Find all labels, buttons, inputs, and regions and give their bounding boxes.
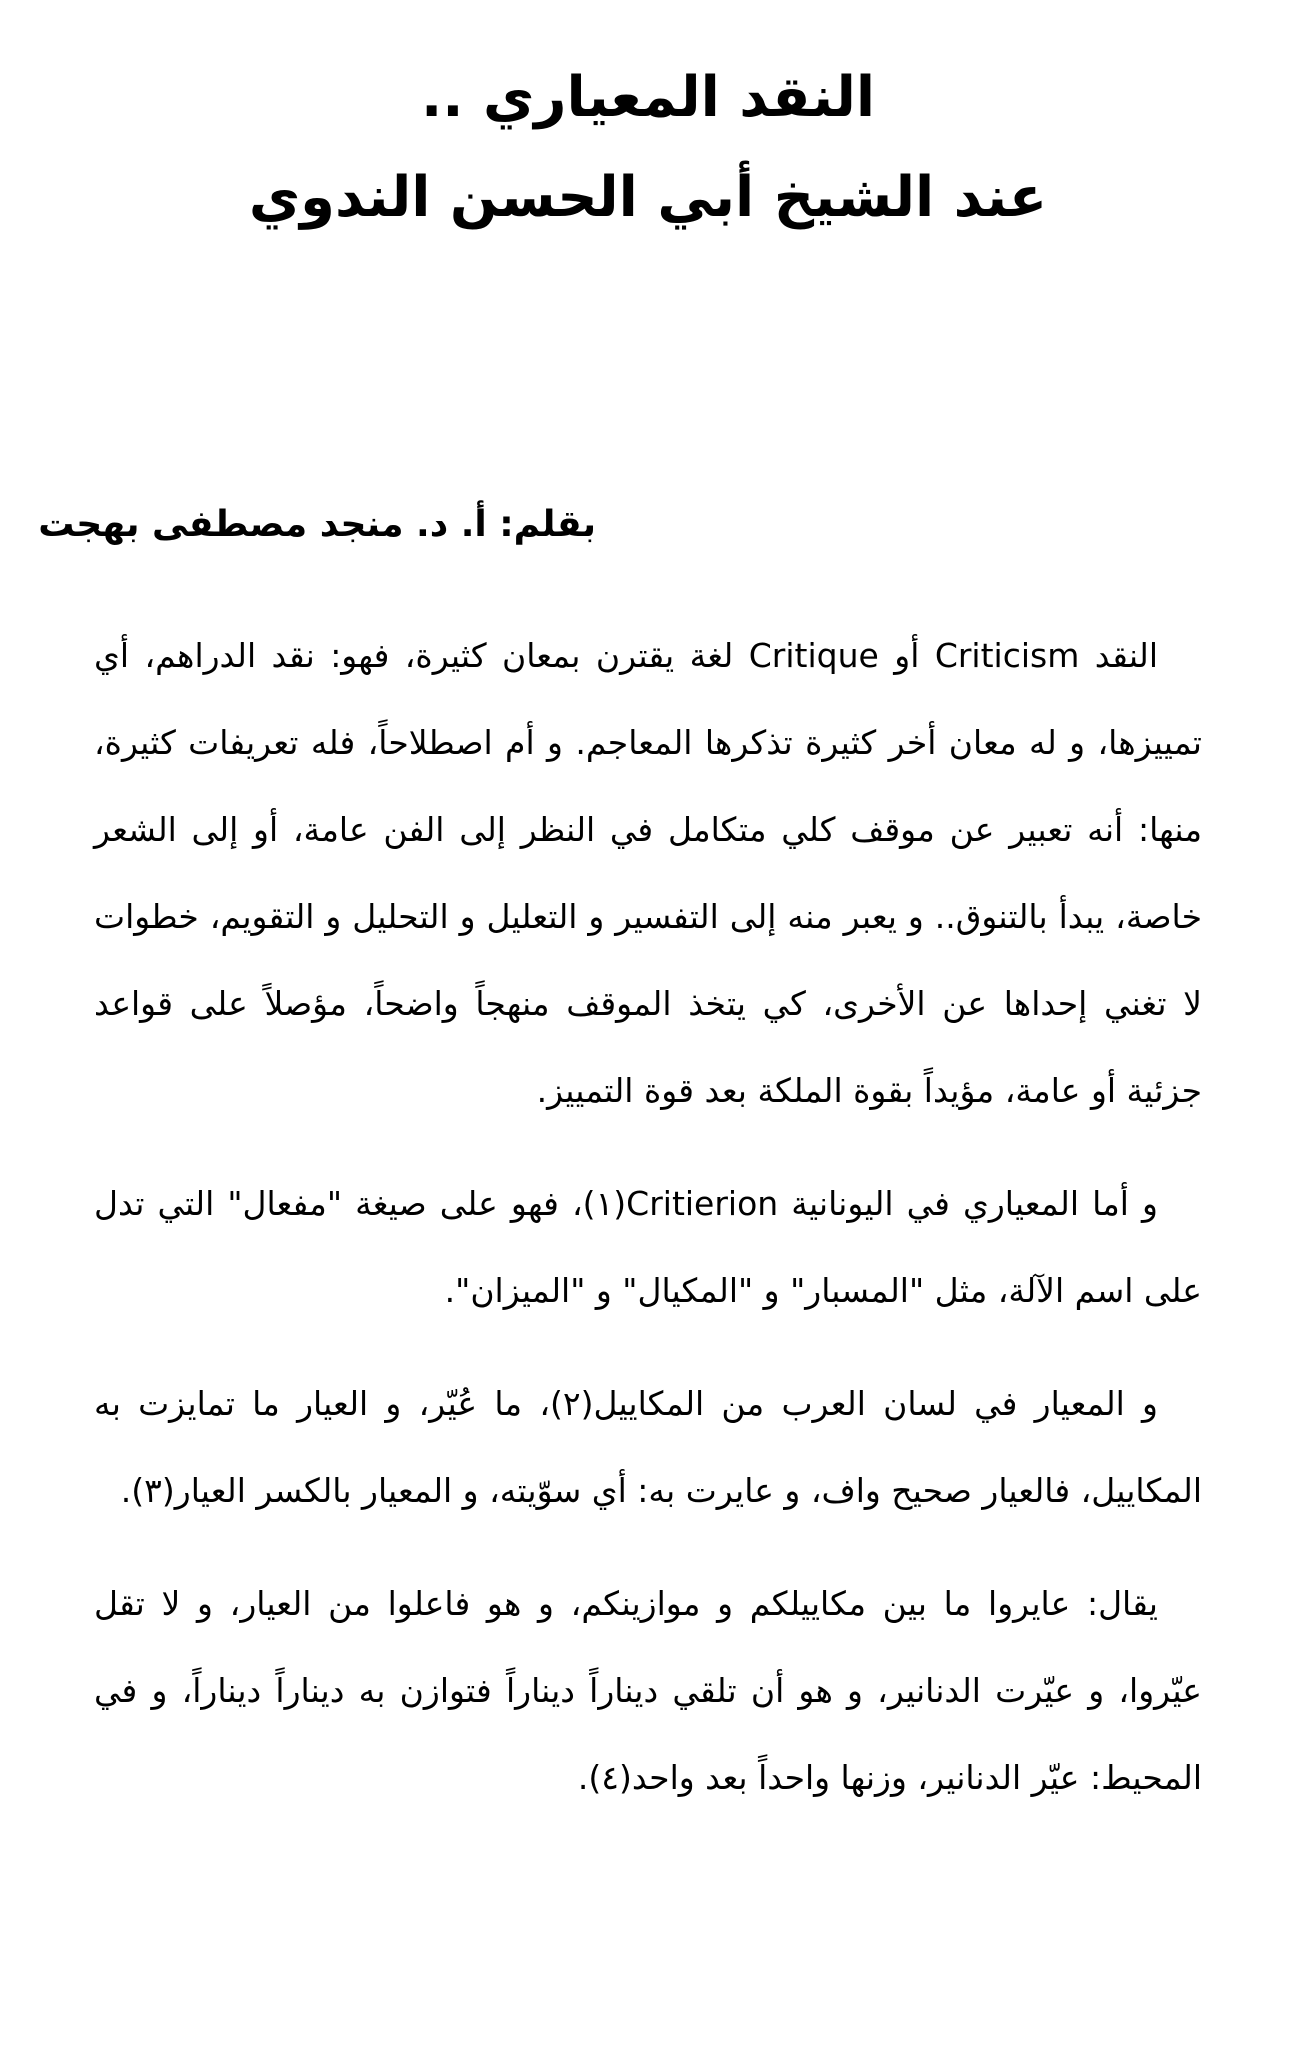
title-line-1: النقد المعياري .. xyxy=(420,65,876,130)
paragraph-criticism-definition: النقد Criticism أو Critique لغة يقترن بمعان كثيرة، فهو: نقد الدراهم، أي تمييزها، و له معان أخر كثيرة تذكرها المعاجم. و أم اصطلاحاً، فله تعريفات كثيرة، منها: أنه تعبير عن موقف كلي متكامل في النظر إلى الفن عامة، أو إلى الشعر خاصة، يبدأ بالتنوق.. و يعبر منه إلى التفسير و التعليل و التحليل و التقويم، خطوات لا تغني إحداها عن الأخرى، كي يتخذ الموقف منهجاً واضحاً، مؤصلاً على قواعد جزئية أو عامة، مؤيداً بقوة الملكة بعد قوة التمييز. xyxy=(94,636,1202,1110)
page-title xyxy=(0,65,1296,230)
title-line-2: عند الشيخ أبي الحسن الندوي xyxy=(248,165,1048,230)
paragraph-usage: يقال: عايروا ما بين مكاييلكم و موازينكم، و هو فاعلوا من العيار، و لا تقل عيّروا، و عيّرت الدنانير، و هو أن تلقي ديناراً ديناراً فتوازن به ديناراً ديناراً، و في المحيط: عيّر الدنانير، وزنها واحداً بعد واحد(٤). xyxy=(94,1584,1202,1797)
author-byline: بقلم: أ. د. منجد مصطفى بهجت xyxy=(38,504,596,545)
article-body xyxy=(94,612,1202,1821)
paragraph-lisan-al-arab: و المعيار في لسان العرب من المكاييل(٢)، ما عُيّر، و العيار ما تمايزت به المكاييل، فالعيار صحيح واف، و عايرت به: أي سوّيته، و المعيار بالكسر العيار(٣). xyxy=(94,1384,1202,1510)
paragraph-greek-origin: و أما المعياري في اليونانية Critierion(١)، فهو على صيغة "مفعال" التي تدل على اسم الآلة، مثل "المسبار" و "المكيال" و "الميزان". xyxy=(94,1184,1202,1310)
